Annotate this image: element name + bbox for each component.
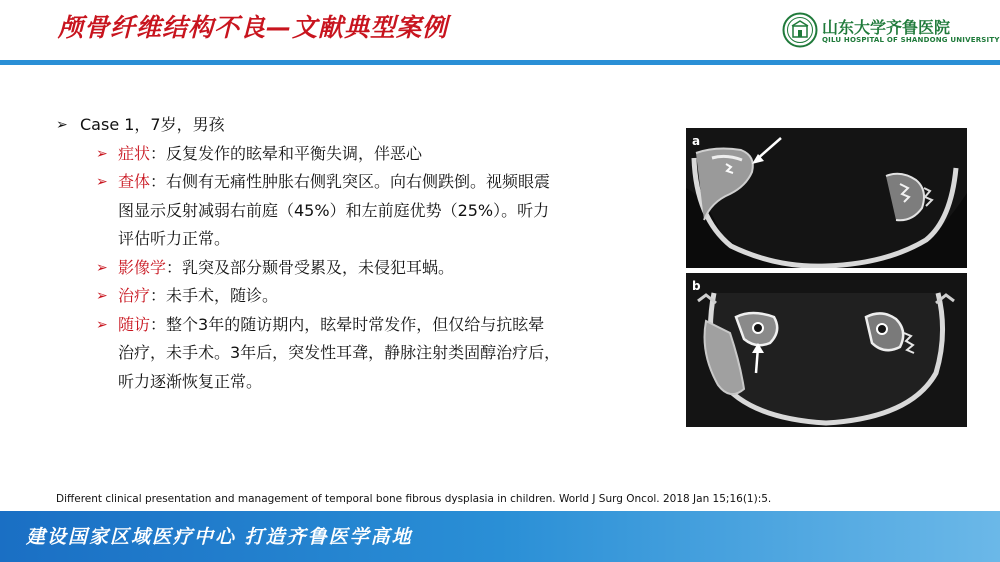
ct-panel-a bbox=[686, 128, 967, 268]
citation-text: Different clinical presentation and management of temporal bone fibrous dysplasia in children. World J Surg Oncol. 2018 Jan 15;16(1):5. bbox=[56, 493, 772, 505]
arrow-bullet-icon: ➢ bbox=[96, 316, 108, 333]
case-title: ➢ Case 1，7岁，男孩 bbox=[56, 111, 666, 140]
ct-panel-b bbox=[686, 273, 967, 427]
footer-banner bbox=[0, 511, 1000, 562]
ct-scan-b-image bbox=[686, 273, 967, 427]
footer-slogan: 建设国家区域医疗中心 打造齐鲁医学高地 bbox=[26, 526, 413, 548]
hospital-emblem-icon bbox=[782, 12, 818, 48]
arrow-bullet-icon: ➢ bbox=[56, 117, 68, 133]
arrow-bullet-icon: ➢ bbox=[96, 288, 108, 304]
panel-b-label: b bbox=[692, 279, 701, 293]
slide-title: 颅骨纤维结构不良—文献典型案例 bbox=[58, 13, 449, 42]
arrow-bullet-icon: ➢ bbox=[96, 145, 108, 162]
item-exam: ➢ 查体：右侧有无痛性肿胀右侧乳突区。向右侧跌倒。视频眼震 图显示反射减弱右前庭（45%）和左前庭优势（25%）。听力 评估听力正常。 bbox=[56, 168, 666, 254]
header-divider bbox=[0, 60, 1000, 65]
panel-a-label: a bbox=[692, 134, 701, 148]
item-followup: ➢ 随访：整个3年的随访期内，眩晕时常发作，但仅给与抗眩晕 治疗，未手术。3年后，突发性耳聋，静脉注射类固醇治疗后， 听力逐渐恢复正常。 bbox=[56, 311, 666, 397]
case-content bbox=[56, 111, 666, 396]
arrow-bullet-icon: ➢ bbox=[96, 259, 108, 276]
item-imaging: ➢ 影像学：乳突及部分颞骨受累及，未侵犯耳蜗。 bbox=[56, 254, 666, 283]
hospital-name-cn: 山东大学齐鲁医院 bbox=[822, 18, 951, 37]
ct-scan-a-image bbox=[686, 128, 967, 268]
hospital-logo bbox=[782, 12, 1000, 52]
item-symptoms: ➢ 症状：反复发作的眩晕和平衡失调，伴恶心 bbox=[56, 140, 666, 169]
arrow-bullet-icon: ➢ bbox=[96, 174, 108, 190]
hospital-name-en: QILU HOSPITAL OF SHANDONG UNIVERSITY bbox=[822, 36, 1000, 44]
item-treatment: ➢ 治疗：未手术，随诊。 bbox=[56, 282, 666, 311]
ct-figure bbox=[686, 128, 967, 427]
